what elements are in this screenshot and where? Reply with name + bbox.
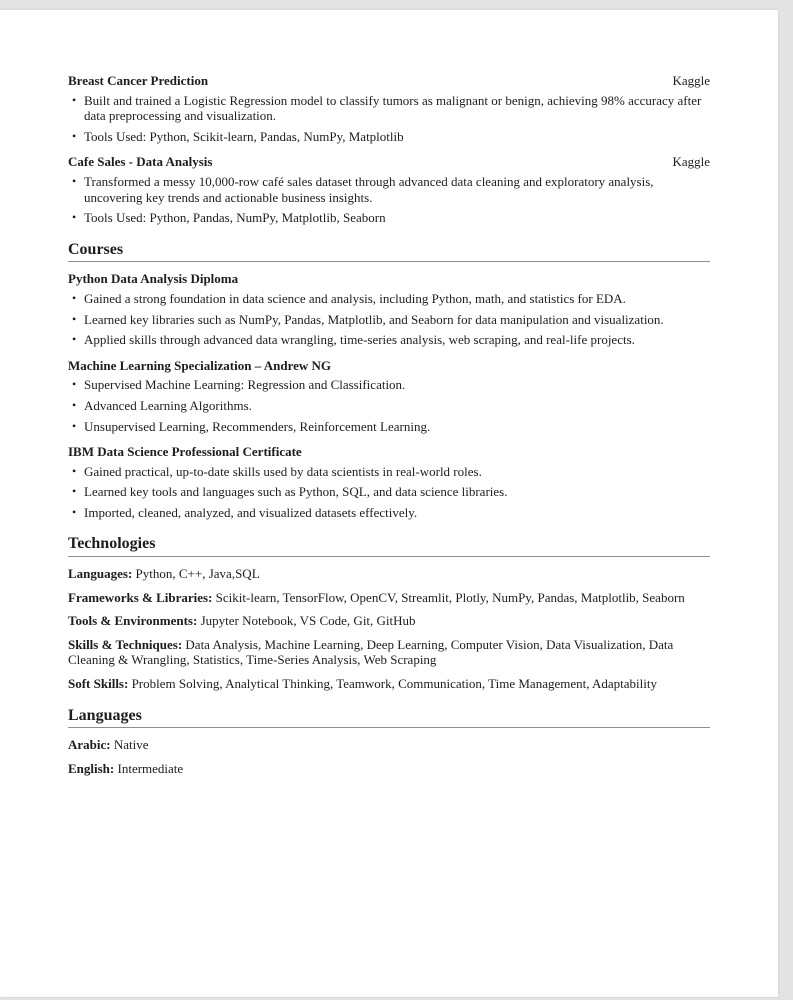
project-bullet: • Built and trained a Logistic Regression model to classify tumors as malignant or benign, achieving 98% accuracy after data preprocessing and visualization. [84, 93, 710, 124]
course-entry [68, 444, 710, 520]
technology-label: Tools & Environments: [68, 613, 198, 629]
course-header [68, 444, 710, 460]
technology-value: Scikit-learn, TensorFlow, OpenCV, Streamlit, Plotly, NumPy, Pandas, Matplotlib, Seaborn [215, 589, 685, 605]
course-bullet: • Advanced Learning Algorithms. [84, 398, 710, 414]
language-line [68, 761, 710, 777]
section-heading-languages: Languages [68, 707, 710, 729]
project-source: Kaggle [672, 154, 710, 170]
course-bullet: • Learned key tools and languages such as Python, SQL, and data science libraries. [84, 484, 710, 500]
technology-value: Python, C++, Java,SQL [135, 566, 260, 582]
course-bullet: • Gained a strong foundation in data science and analysis, including Python, math, and statistics for EDA. [84, 291, 710, 307]
course-bullet: • Learned key libraries such as NumPy, Pandas, Matplotlib, and Seaborn for data manipulation and visualization. [84, 312, 710, 328]
project-bullet: • Tools Used: Python, Scikit-learn, Pandas, NumPy, Matplotlib [84, 129, 710, 145]
project-bullet-list [68, 93, 710, 145]
course-title: Python Data Analysis Diploma [68, 271, 239, 287]
project-source: Kaggle [672, 73, 710, 88]
course-bullet: • Applied skills through advanced data wrangling, time-series analysis, web scraping, and real-life projects. [84, 332, 710, 348]
course-bullet-list [68, 464, 710, 521]
course-entry [68, 271, 710, 347]
technology-value: Problem Solving, Analytical Thinking, Teamwork, Communication, Time Management, Adaptability [131, 676, 658, 692]
project-bullet-list [68, 174, 710, 226]
courses-section [68, 241, 710, 521]
resume-content [0, 10, 778, 776]
languages-section [68, 707, 710, 777]
course-bullet-list [68, 377, 710, 434]
technology-line [68, 566, 710, 582]
project-header [68, 73, 710, 89]
technology-line [68, 590, 710, 606]
language-value: Intermediate [117, 760, 184, 776]
technology-value: Jupyter Notebook, VS Code, Git, GitHub [200, 613, 416, 629]
project-bullet: • Tools Used: Python, Pandas, NumPy, Matplotlib, Seaborn [84, 210, 710, 226]
section-heading-courses: Courses [68, 241, 710, 263]
technology-line [68, 613, 710, 629]
technology-label: Soft Skills: [68, 676, 129, 692]
project-title: Breast Cancer Prediction [68, 73, 209, 88]
course-bullet: • Imported, cleaned, analyzed, and visualized datasets effectively. [84, 505, 710, 521]
course-title: IBM Data Science Professional Certificate [68, 444, 302, 460]
course-header [68, 358, 710, 374]
technology-label: Languages: [68, 566, 133, 582]
course-entry [68, 358, 710, 434]
language-value: Native [113, 737, 149, 753]
technology-value: Data Analysis, Machine Learning, Deep Learning, Computer Vision, Data Visualization, Data Cleaning & Wrangling, Statistics, Time-Series Analysis, Web Scraping [68, 636, 674, 668]
projects-section [68, 73, 710, 226]
technology-label: Frameworks & Libraries: [68, 589, 213, 605]
language-line [68, 737, 710, 753]
technologies-section [68, 535, 710, 691]
technology-label: Skills & Techniques: [68, 636, 183, 652]
course-title: Machine Learning Specialization – Andrew NG [68, 357, 332, 373]
course-bullet: • Supervised Machine Learning: Regression and Classification. [84, 377, 710, 393]
project-title: Cafe Sales - Data Analysis [68, 154, 213, 170]
course-bullet: • Gained practical, up-to-date skills used by data scientists in real-world roles. [84, 464, 710, 480]
language-label: Arabic: [68, 737, 111, 753]
course-bullet-list [68, 291, 710, 348]
project-header [68, 154, 710, 170]
technology-line [68, 676, 710, 692]
course-bullet: • Unsupervised Learning, Recommenders, Reinforcement Learning. [84, 419, 710, 435]
language-label: English: [68, 760, 115, 776]
project-entry [68, 154, 710, 225]
section-heading-technologies: Technologies [68, 535, 710, 557]
course-header [68, 271, 710, 287]
project-bullet: • Transformed a messy 10,000-row café sales dataset through advanced data cleaning and exploratory analysis, uncovering key trends and actionable business insights. [84, 174, 710, 205]
project-entry [68, 73, 710, 144]
technology-line [68, 637, 710, 668]
resume-page [0, 10, 778, 997]
